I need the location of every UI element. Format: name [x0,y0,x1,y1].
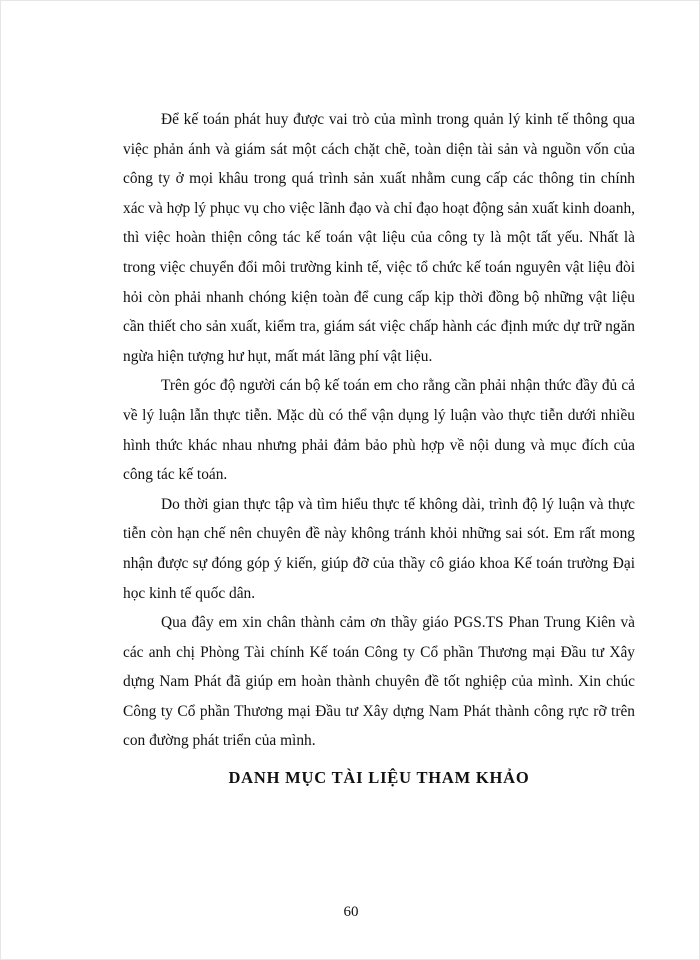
paragraph-acknowledgement: Qua đây em xin chân thành cảm ơn thầy giáo PGS.TS Phan Trung Kiên và các anh chị Phòng Tài chính Kế toán Công ty Cổ phần Thương mại Đầu tư Xây dựng Nam Phát đã giúp em hoàn thành chuyên đề tốt nghiệp của mình. Xin chúc Công ty Cổ phần Thương mại Đầu tư Xây dựng Nam Phát thành công rực rỡ trên con đường phát triển của mình. [123,614,635,750]
document-body [123,105,635,790]
paragraph-conclusion-2: Trên góc độ người cán bộ kế toán em cho rằng cần phải nhận thức đầy đủ cả về lý luận lẫn thực tiễn. Mặc dù có thể vận dụng lý luận vào thực tiễn dưới nhiều hình thức khác nhau nhưng phải đảm bảo phù hợp về nội dung và mục đích của công tác kế toán. [123,377,635,484]
paragraph-conclusion-1: Để kế toán phát huy được vai trò của mình trong quản lý kinh tế thông qua việc phản ánh và giám sát một cách chặt chẽ, toàn diện tài sản và nguồn vốn của công ty ở mọi khâu trong quá trình sản xuất nhằm cung cấp các thông tin chính xác và hợp lý phục vụ cho việc lãnh đạo và chỉ đạo hoạt động sản xuất kinh doanh, thì việc hoàn thiện công tác kế toán vật liệu của công ty là một tất yếu. Nhất là trong việc chuyển đổi môi trường kinh tế, việc tổ chức kế toán nguyên vật liệu đòi hỏi còn phải nhanh chóng kiện toàn để cung cấp kịp thời đồng bộ những vật liệu cần thiết cho sản xuất, kiểm tra, giám sát việc chấp hành các định mức dự trữ ngăn ngừa hiện tượng hư hụt, mất mát lãng phí vật liệu. [123,111,635,365]
paragraph-conclusion-3: Do thời gian thực tập và tìm hiểu thực tế không dài, trình độ lý luận và thực tiễn còn hạn chế nên chuyên đề này không tránh khỏi những sai sót. Em rất mong nhận được sự đóng góp ý kiến, giúp đỡ của thầy cô giáo khoa Kế toán trường Đại học kinh tế quốc dân. [123,495,635,602]
references-heading: DANH MỤC TÀI LIỆU THAM KHẢO [228,768,530,788]
page-number: 60 [343,904,359,920]
